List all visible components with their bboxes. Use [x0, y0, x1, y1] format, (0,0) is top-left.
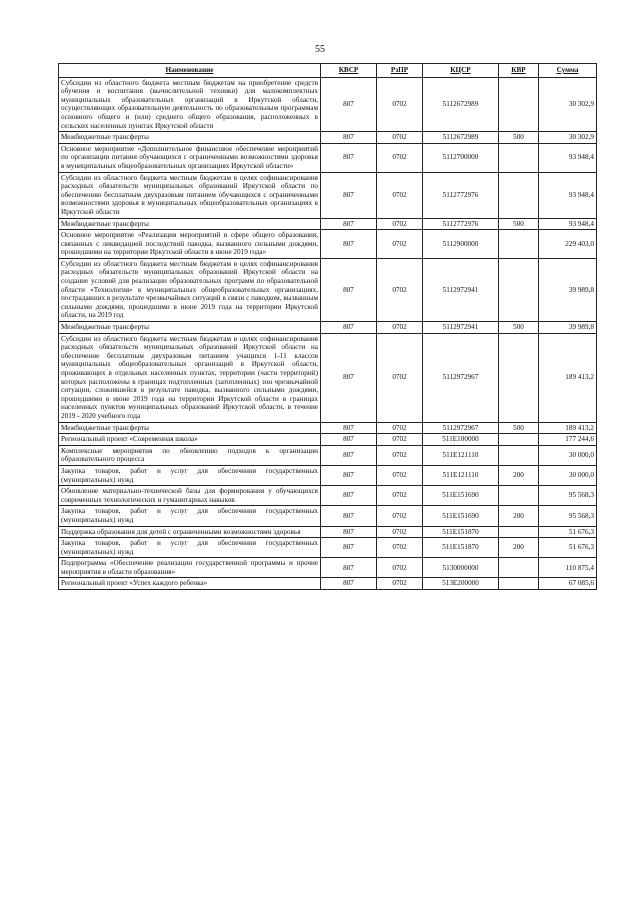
cell-kcsr: 513E200000: [423, 578, 499, 590]
cell-kvsr: 807: [321, 322, 377, 334]
cell-rzpr: 0702: [377, 172, 423, 218]
cell-sum: 93 948,4: [539, 172, 597, 218]
cell-kcsr: 511E121110: [423, 465, 499, 485]
cell-kcsr: 511E151690: [423, 486, 499, 506]
table-row: [59, 486, 597, 506]
cell-kcsr: 5112972967: [423, 422, 499, 434]
cell-sum: 30 302,9: [539, 132, 597, 144]
cell-rzpr: 0702: [377, 422, 423, 434]
cell-sum: 30 302,9: [539, 77, 597, 132]
cell-sum: 229 403,0: [539, 230, 597, 259]
cell-kvr: [499, 258, 539, 321]
cell-rzpr: 0702: [377, 526, 423, 538]
cell-kvr: [499, 486, 539, 506]
table-row: [59, 258, 597, 321]
header-kvr: КВР: [499, 64, 539, 78]
table-row: [59, 172, 597, 218]
cell-kcsr: 511E151870: [423, 538, 499, 558]
cell-kcsr: 511E151690: [423, 506, 499, 526]
cell-kvr: [499, 558, 539, 578]
cell-kvr: [499, 434, 539, 446]
cell-name: Региональный проект «Успех каждого ребенка»: [59, 578, 321, 590]
cell-rzpr: 0702: [377, 578, 423, 590]
cell-name: Закупка товаров, работ и услуг для обеспечения государственных (муниципальных) нужд: [59, 465, 321, 485]
cell-name: Субсидии из областного бюджета местным бюджетам в целях софинансирования расходных обязательств муниципальных образований Иркутской области на обеспечение бесплатным двухразовым питанием учащихся 1-11 классов муниципальных общеобразовательных организаций в Иркутской области, проживающих в отдельных населенных пунктах, территории (части территорий) которых расположены в границах подтопленных (затопленных) зон чрезвычайной ситуации, сложившейся в результате паводка, вызванного сильными дождями, прошедшими в июне 2019 года на территории Иркутской области в границах населенных пунктов муниципальных образований Иркутской области, в течение 2019 - 2020 учебного года: [59, 333, 321, 422]
cell-rzpr: 0702: [377, 506, 423, 526]
cell-sum: 67 085,6: [539, 578, 597, 590]
cell-kcsr: 5112772976: [423, 218, 499, 230]
cell-name: Закупка товаров, работ и услуг для обеспечения государственных (муниципальных) нужд: [59, 538, 321, 558]
cell-name: Субсидии из областного бюджета местным бюджетам в целях софинансирования расходных обязательств муниципальных образований Иркутской области на создание условий для реализации образовательных программ по образовательной области «Технология» в муниципальных общеобразовательных организациях, пострадавших в результате чрезвычайных ситуаций в связи с паводком, вызванным сильными дождями, прошедшими в июне 2019 года на территории Иркутской области, на 2019 год: [59, 258, 321, 321]
cell-sum: 95 568,3: [539, 506, 597, 526]
table-row: [59, 434, 597, 446]
cell-kvr: [499, 578, 539, 590]
cell-kvsr: 807: [321, 218, 377, 230]
cell-kvr: [499, 526, 539, 538]
cell-kcsr: 5112972941: [423, 258, 499, 321]
cell-kvsr: 807: [321, 506, 377, 526]
header-name: Наименование: [59, 64, 321, 78]
cell-kvsr: 807: [321, 538, 377, 558]
cell-name: Межбюджетные трансферты: [59, 422, 321, 434]
cell-kvsr: 807: [321, 258, 377, 321]
cell-name: Обновление материально-технической базы для формирования у обучающихся современных технологических и гуманитарных навыков: [59, 486, 321, 506]
cell-kcsr: 5112672989: [423, 132, 499, 144]
cell-kvsr: 807: [321, 77, 377, 132]
cell-name: Межбюджетные трансферты: [59, 218, 321, 230]
cell-sum: 95 568,3: [539, 486, 597, 506]
header-kvsr: КВСР: [321, 64, 377, 78]
cell-kvsr: 807: [321, 445, 377, 465]
table-row: [59, 143, 597, 172]
cell-kcsr: 511E151870: [423, 526, 499, 538]
cell-kvr: [499, 172, 539, 218]
cell-name: Межбюджетные трансферты: [59, 322, 321, 334]
cell-kvsr: 807: [321, 465, 377, 485]
header-sum: Сумма: [539, 64, 597, 78]
cell-rzpr: 0702: [377, 143, 423, 172]
table-row: [59, 333, 597, 422]
cell-sum: 39 989,8: [539, 258, 597, 321]
cell-sum: 30 000,0: [539, 445, 597, 465]
cell-rzpr: 0702: [377, 558, 423, 578]
table-row: [59, 538, 597, 558]
cell-kvr: [499, 445, 539, 465]
page-number: 55: [315, 44, 325, 55]
cell-rzpr: 0702: [377, 486, 423, 506]
table-row: [59, 558, 597, 578]
table-row: [59, 422, 597, 434]
cell-rzpr: 0702: [377, 230, 423, 259]
cell-kvr: 500: [499, 132, 539, 144]
cell-rzpr: 0702: [377, 465, 423, 485]
cell-kvr: 500: [499, 422, 539, 434]
cell-kcsr: 5112900000: [423, 230, 499, 259]
cell-sum: 189 413,2: [539, 422, 597, 434]
cell-kvsr: 807: [321, 558, 377, 578]
header-rzpr: РзПР: [377, 64, 423, 78]
cell-kvsr: 807: [321, 526, 377, 538]
table-row: [59, 445, 597, 465]
table-row: [59, 578, 597, 590]
cell-name: Региональный проект «Современная школа»: [59, 434, 321, 446]
cell-sum: 39 989,8: [539, 322, 597, 334]
cell-rzpr: 0702: [377, 445, 423, 465]
cell-kcsr: 5112972967: [423, 333, 499, 422]
cell-kcsr: 5112972941: [423, 322, 499, 334]
cell-kvr: [499, 143, 539, 172]
cell-sum: 30 000,0: [539, 465, 597, 485]
cell-name: Субсидии из областного бюджета местным бюджетам в целях софинансирования расходных обязательств муниципальных образований Иркутской области по обеспечению бесплатным двухразовым питанием обучающихся с ограниченными возможностями здоровья в муниципальных общеобразовательных организациях в Иркутской области: [59, 172, 321, 218]
cell-kcsr: 5112672989: [423, 77, 499, 132]
table-row: [59, 465, 597, 485]
cell-kvsr: 807: [321, 486, 377, 506]
cell-name: Основное мероприятие «Дополнительное финансовое обеспечение мероприятий по организации питания обучающихся с ограниченными возможностями здоровья в муниципальных общеобразовательных организациях Иркутской области»: [59, 143, 321, 172]
cell-kvr: [499, 230, 539, 259]
cell-kcsr: 5112772976: [423, 172, 499, 218]
cell-kvr: 200: [499, 506, 539, 526]
table-row: [59, 506, 597, 526]
cell-rzpr: 0702: [377, 132, 423, 144]
cell-name: Закупка товаров, работ и услуг для обеспечения государственных (муниципальных) нужд: [59, 506, 321, 526]
cell-rzpr: 0702: [377, 77, 423, 132]
cell-kvsr: 807: [321, 333, 377, 422]
cell-kvr: 500: [499, 218, 539, 230]
cell-sum: 110 875,4: [539, 558, 597, 578]
cell-name: Субсидии из областного бюджета местным бюджетам на приобретение средств обучения и воспитания (вычислительной техники) для малокомплектных муниципальных образовательных организаций в Иркутской области, осуществляющих образовательную деятельность по образовательным программам основного общего и (или) среднего общего образования, расположенных в сельских населенных пунктах Иркутской области: [59, 77, 321, 132]
cell-rzpr: 0702: [377, 258, 423, 321]
cell-kcsr: 511E100000: [423, 434, 499, 446]
cell-kcsr: 5130000000: [423, 558, 499, 578]
table-row: [59, 77, 597, 132]
cell-kvr: 200: [499, 465, 539, 485]
cell-rzpr: 0702: [377, 218, 423, 230]
cell-kcsr: 5112700000: [423, 143, 499, 172]
cell-kvsr: 807: [321, 132, 377, 144]
table-row: [59, 218, 597, 230]
cell-name: Основное мероприятие «Реализация мероприятий в сфере общего образования, связанных с ликвидацией последствий паводка, вызванного сильными дождями, прошедшими на территории Иркутской области в июне 2019 года»: [59, 230, 321, 259]
cell-kvr: [499, 77, 539, 132]
header-kcsr: КЦСР: [423, 64, 499, 78]
cell-name: Подпрограмма «Обеспечение реализации государственной программы и прочие мероприятия в области образования»: [59, 558, 321, 578]
cell-kcsr: 511E121110: [423, 445, 499, 465]
cell-name: Поддержка образования для детей с ограниченными возможностями здоровья: [59, 526, 321, 538]
cell-rzpr: 0702: [377, 538, 423, 558]
cell-rzpr: 0702: [377, 322, 423, 334]
cell-kvr: [499, 333, 539, 422]
cell-name: Комплексные мероприятия по обновлению подходов к организации образовательного процесса: [59, 445, 321, 465]
cell-rzpr: 0702: [377, 333, 423, 422]
cell-sum: 93 948,4: [539, 143, 597, 172]
cell-kvsr: 807: [321, 434, 377, 446]
cell-sum: 177 244,6: [539, 434, 597, 446]
cell-kvsr: 807: [321, 422, 377, 434]
cell-kvsr: 807: [321, 172, 377, 218]
cell-sum: 51 676,3: [539, 538, 597, 558]
cell-kvsr: 807: [321, 230, 377, 259]
cell-kvr: 500: [499, 322, 539, 334]
cell-kvsr: 807: [321, 578, 377, 590]
cell-sum: 189 413,2: [539, 333, 597, 422]
cell-name: Межбюджетные трансферты: [59, 132, 321, 144]
table-row: [59, 526, 597, 538]
table-row: [59, 132, 597, 144]
table-header-row: [59, 64, 597, 78]
cell-kvsr: 807: [321, 143, 377, 172]
cell-sum: 93 948,4: [539, 218, 597, 230]
cell-rzpr: 0702: [377, 434, 423, 446]
budget-table: [58, 63, 597, 590]
table-row: [59, 322, 597, 334]
table-row: [59, 230, 597, 259]
cell-sum: 51 676,3: [539, 526, 597, 538]
cell-kvr: 200: [499, 538, 539, 558]
